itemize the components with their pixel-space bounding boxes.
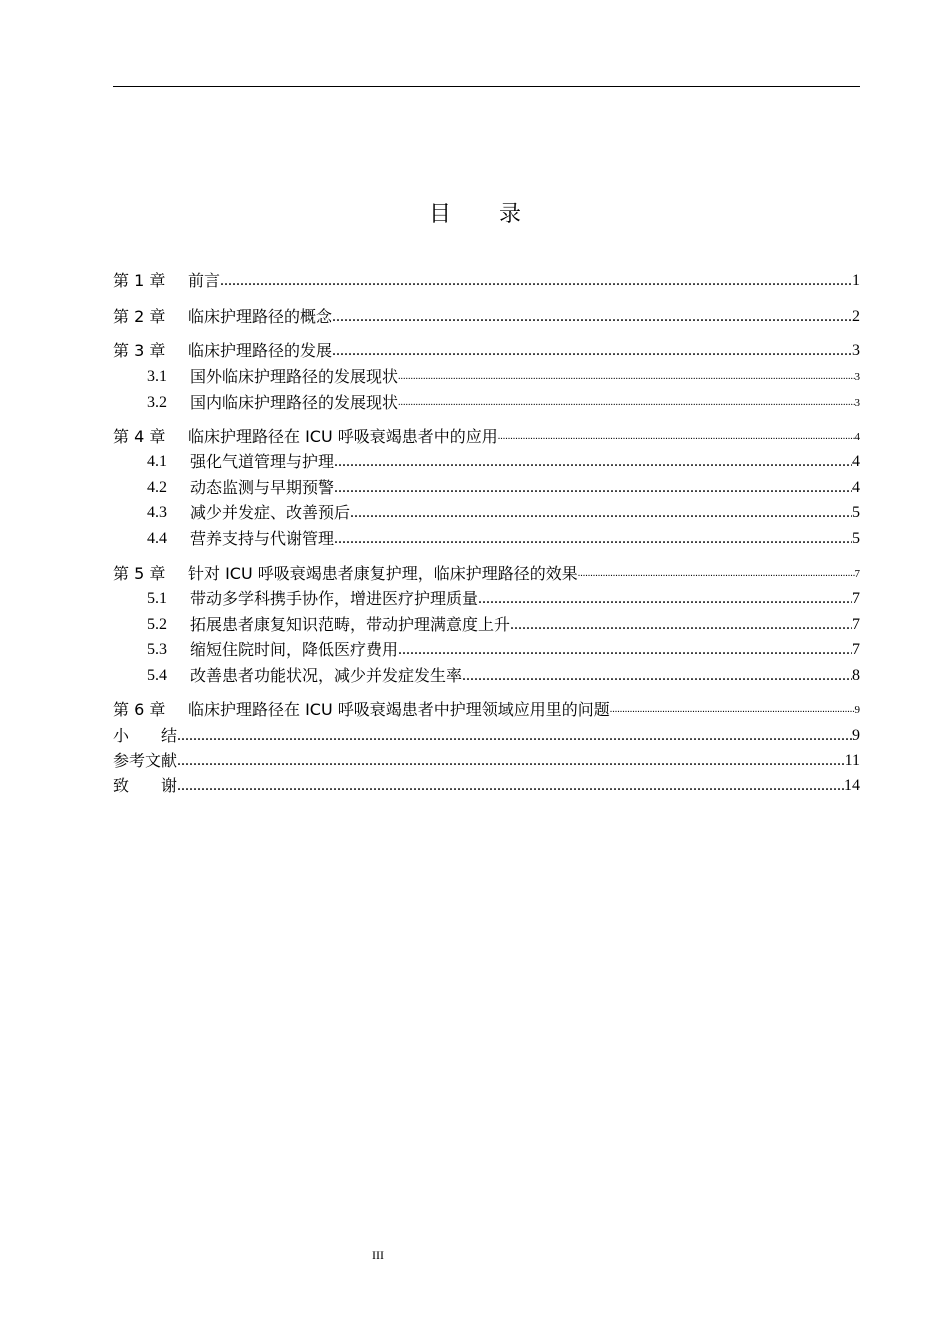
toc-entry-label: 临床护理路径在 ICU 呼吸衰竭患者中护理领域应用里的问题 bbox=[188, 700, 610, 719]
toc-entry-label: 临床护理路径的概念 bbox=[188, 307, 333, 326]
toc-leader-dots bbox=[398, 392, 854, 414]
toc-leader-dots bbox=[177, 775, 844, 797]
toc-entry-4-4[interactable] bbox=[113, 528, 860, 550]
toc-entry-label: 前言 bbox=[188, 271, 221, 290]
toc-leader-dots bbox=[462, 665, 852, 687]
toc-title bbox=[0, 197, 950, 228]
toc-entry-label: 拓展患者康复知识范畴，带动护理满意度上升 bbox=[190, 615, 511, 634]
toc-entry-5-4[interactable] bbox=[113, 665, 860, 687]
toc-entry-page: 3 bbox=[854, 371, 860, 383]
toc-entry-5-1[interactable] bbox=[113, 588, 860, 610]
toc-entry-number: 第 6 章 bbox=[113, 700, 166, 719]
toc-entry-label: 国外临床护理路径的发展现状 bbox=[190, 367, 399, 386]
toc-entry-ch4[interactable] bbox=[113, 426, 860, 448]
toc-title-char-1: 目 bbox=[428, 202, 451, 227]
toc-entry-4-3[interactable] bbox=[113, 502, 860, 524]
toc-entry-label: 致 谢 bbox=[113, 776, 178, 795]
toc-entry-4-2[interactable] bbox=[113, 477, 860, 499]
toc-entry-page: 5 bbox=[852, 530, 860, 547]
toc-entry-label: 临床护理路径在 ICU 呼吸衰竭患者中的应用 bbox=[188, 427, 498, 446]
toc-leader-dots bbox=[610, 699, 855, 721]
toc-leader-dots bbox=[334, 451, 852, 473]
toc-entry-page: 7 bbox=[852, 641, 860, 658]
toc-entry-number: 3.1 bbox=[147, 368, 167, 385]
toc-leader-dots bbox=[510, 614, 852, 636]
toc-leader-dots bbox=[177, 750, 845, 772]
toc-title-char-2: 录 bbox=[499, 202, 522, 227]
toc-entry-label: 小 结 bbox=[113, 726, 178, 745]
toc-entry-page: 7 bbox=[852, 616, 860, 633]
toc-entry-label: 动态监测与早期预警 bbox=[190, 478, 335, 497]
header-rule bbox=[113, 86, 860, 87]
toc-leader-dots bbox=[578, 563, 855, 585]
toc-entry-ch3[interactable] bbox=[113, 340, 860, 362]
toc-entry-label: 针对 ICU 呼吸衰竭患者康复护理，临床护理路径的效果 bbox=[188, 564, 578, 583]
toc-entry-number: 第 4 章 bbox=[113, 427, 166, 446]
toc-entry-4-1[interactable] bbox=[113, 451, 860, 473]
toc-entry-label: 参考文献 bbox=[113, 751, 178, 770]
toc-entry-number: 5.1 bbox=[147, 590, 167, 607]
toc-entry-label: 营养支持与代谢管理 bbox=[190, 529, 335, 548]
toc-entry-references[interactable] bbox=[113, 750, 860, 772]
toc-entry-page: 9 bbox=[852, 727, 860, 744]
toc-entry-acknowledgements[interactable] bbox=[113, 775, 860, 797]
toc-entry-label: 改善患者功能状况，减少并发症发生率 bbox=[190, 666, 463, 685]
toc-entry-3-1[interactable] bbox=[113, 366, 860, 388]
toc-entry-page: 5 bbox=[852, 504, 860, 521]
toc-entry-ch6[interactable] bbox=[113, 699, 860, 721]
toc-entry-label: 缩短住院时间，降低医疗费用 bbox=[190, 640, 399, 659]
toc-entry-page: 8 bbox=[852, 667, 860, 684]
toc-entry-number: 5.4 bbox=[147, 667, 167, 684]
toc-entry-page: 1 bbox=[852, 272, 860, 289]
toc-entry-page: 3 bbox=[854, 397, 860, 409]
page-number-footer: III bbox=[372, 1248, 384, 1262]
toc-entry-number: 4.3 bbox=[147, 504, 167, 521]
toc-leader-dots bbox=[478, 588, 852, 610]
toc-entry-ch1[interactable] bbox=[113, 270, 860, 292]
toc-leader-dots bbox=[350, 502, 852, 524]
toc-leader-dots bbox=[177, 725, 852, 747]
toc-entry-5-2[interactable] bbox=[113, 614, 860, 636]
toc-entry-ch2[interactable] bbox=[113, 306, 860, 328]
toc-leader-dots bbox=[398, 639, 852, 661]
toc-leader-dots bbox=[334, 477, 852, 499]
toc-entry-summary[interactable] bbox=[113, 725, 860, 747]
toc-entry-number: 5.3 bbox=[147, 641, 167, 658]
toc-entry-number: 第 3 章 bbox=[113, 341, 166, 360]
toc-entry-page: 4 bbox=[854, 431, 860, 443]
toc-entry-page: 3 bbox=[852, 342, 860, 359]
toc-entry-number: 4.4 bbox=[147, 530, 167, 547]
toc-entry-label: 带动多学科携手协作，增进医疗护理质量 bbox=[190, 589, 479, 608]
toc-entry-page: 11 bbox=[844, 752, 860, 769]
toc-entry-number: 第 5 章 bbox=[113, 564, 166, 583]
toc-leader-dots bbox=[498, 426, 855, 448]
toc-entry-label: 国内临床护理路径的发展现状 bbox=[190, 393, 399, 412]
toc-entry-ch5[interactable] bbox=[113, 563, 860, 585]
toc-entry-number: 第 1 章 bbox=[113, 271, 166, 290]
toc-leader-dots bbox=[398, 366, 854, 388]
toc-entry-page: 9 bbox=[854, 704, 860, 716]
toc-entry-page: 4 bbox=[852, 479, 860, 496]
toc-entry-3-2[interactable] bbox=[113, 392, 860, 414]
toc-entry-page: 4 bbox=[852, 453, 860, 470]
toc-entry-page: 7 bbox=[852, 590, 860, 607]
toc-entry-label: 临床护理路径的发展 bbox=[188, 341, 333, 360]
toc-leader-dots bbox=[334, 528, 852, 550]
toc-entry-page: 7 bbox=[854, 568, 860, 580]
toc-entry-number: 4.2 bbox=[147, 479, 167, 496]
toc-entry-number: 第 2 章 bbox=[113, 307, 166, 326]
toc-entry-page: 14 bbox=[844, 777, 860, 794]
toc-entry-label: 减少并发症、改善预后 bbox=[190, 503, 351, 522]
toc-leader-dots bbox=[220, 270, 852, 292]
toc-entry-5-3[interactable] bbox=[113, 639, 860, 661]
toc-entry-page: 2 bbox=[852, 308, 860, 325]
toc-entry-label: 强化气道管理与护理 bbox=[190, 452, 335, 471]
toc-entry-number: 3.2 bbox=[147, 394, 167, 411]
toc-leader-dots bbox=[332, 340, 852, 362]
toc-entry-number: 5.2 bbox=[147, 616, 167, 633]
toc-leader-dots bbox=[332, 306, 852, 328]
toc-entry-number: 4.1 bbox=[147, 453, 167, 470]
